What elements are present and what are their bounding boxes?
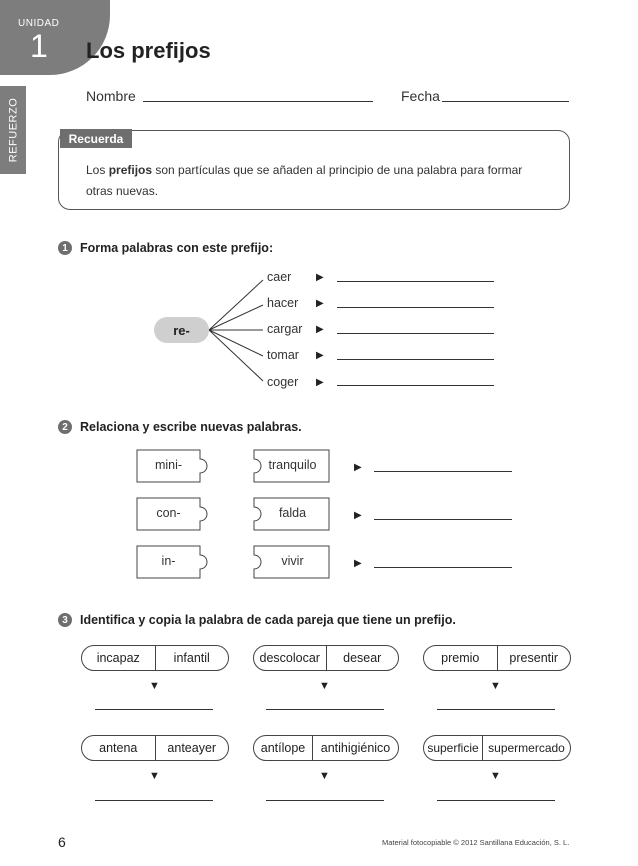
ex3-word-pair (81, 735, 229, 761)
exercise-2-number: 2 (58, 420, 72, 434)
ex3-answer-line[interactable] (437, 800, 555, 801)
page-title: Los prefijos (86, 38, 211, 63)
exercise-3-title: Identifica y copia la palabra de cada pareja que tiene un prefijo. (80, 613, 456, 627)
ex3-word-option[interactable]: antihigiénico (320, 741, 391, 755)
exercise-1-title: Forma palabras con este prefijo: (80, 241, 274, 255)
ex3-word-pair (253, 735, 399, 761)
arrow-right-icon: ▶ (316, 350, 324, 361)
arrow-down-icon: ▼ (149, 680, 160, 692)
exercise-1-number: 1 (58, 241, 72, 255)
unit-number: 1 (30, 28, 48, 64)
name-label: Nombre (86, 88, 136, 104)
ex3-word-option[interactable]: anteayer (167, 741, 217, 755)
ex3-word-pair (423, 735, 571, 761)
recuerda-text-bold: prefijos (108, 163, 153, 177)
ex1-word: caer (267, 270, 292, 284)
arrow-right-icon: ▶ (316, 324, 324, 335)
ex2-word-piece[interactable]: vivir (281, 554, 304, 568)
exercise-2-title: Relaciona y escribe nuevas palabras. (80, 420, 302, 434)
ex2-prefix-piece[interactable]: in- (161, 554, 176, 568)
ex3-answer-line[interactable] (266, 709, 384, 710)
side-label: REFUERZO (7, 97, 19, 163)
ex3-answer-line[interactable] (437, 709, 555, 710)
ex2-word-piece[interactable]: tranquilo (268, 458, 317, 472)
ex3-word-option[interactable]: infantil (173, 651, 210, 665)
ex2-prefix-piece[interactable]: mini- (154, 458, 183, 472)
ex3-word-pair (423, 645, 571, 671)
ex1-word: tomar (267, 348, 299, 362)
ex3-word-option[interactable]: incapaz (96, 651, 140, 665)
ex2-answer-line[interactable] (374, 519, 512, 520)
arrow-down-icon: ▼ (490, 770, 501, 782)
arrow-right-icon: ▶ (316, 377, 324, 388)
exercise-3-number: 3 (58, 613, 72, 627)
ex3-word-option[interactable]: antílope (260, 741, 306, 755)
ex3-word-option[interactable]: presentir (509, 651, 559, 665)
arrow-right-icon: ▶ (316, 298, 324, 309)
ex1-word: cargar (267, 322, 303, 336)
recuerda-text-after: son partículas que se añaden al principio de una palabra para formar otras nuevas. (86, 163, 523, 198)
ex3-word-option[interactable]: desear (343, 651, 382, 665)
ex1-word: coger (267, 375, 299, 389)
date-label: Fecha (401, 88, 440, 104)
arrow-right-icon: ▶ (354, 510, 362, 521)
arrow-down-icon: ▼ (319, 680, 330, 692)
ex3-word-pair (81, 645, 229, 671)
arrow-down-icon: ▼ (319, 770, 330, 782)
unit-label: UNIDAD (18, 18, 60, 29)
arrow-right-icon: ▶ (354, 462, 362, 473)
recuerda-tag: Recuerda (60, 129, 132, 148)
recuerda-text-before: Los (86, 163, 109, 177)
ex3-word-pair (253, 645, 399, 671)
arrow-down-icon: ▼ (490, 680, 501, 692)
ex3-word-option[interactable]: antena (99, 741, 138, 755)
ex3-answer-line[interactable] (95, 709, 213, 710)
arrow-right-icon: ▶ (316, 272, 324, 283)
ex3-word-option[interactable]: descolocar (259, 651, 320, 665)
ex1-word: hacer (267, 296, 299, 310)
ex2-prefix-piece[interactable]: con- (156, 506, 181, 520)
ex3-word-option[interactable]: supermercado (488, 741, 565, 755)
ex3-answer-line[interactable] (95, 800, 213, 801)
ex3-answer-line[interactable] (266, 800, 384, 801)
ex2-answer-line[interactable] (374, 471, 512, 472)
ex2-word-piece[interactable]: falda (278, 506, 307, 520)
ex2-answer-line[interactable] (374, 567, 512, 568)
page-number: 6 (58, 834, 66, 850)
ex3-word-option[interactable]: superficie (427, 741, 479, 755)
copyright: Material fotocopiable © 2012 Santillana Educación, S. L. (382, 838, 570, 847)
ex3-word-option[interactable]: premio (441, 651, 480, 665)
arrow-right-icon: ▶ (354, 558, 362, 569)
arrow-down-icon: ▼ (149, 770, 160, 782)
prefix-bubble: re- (154, 317, 209, 343)
